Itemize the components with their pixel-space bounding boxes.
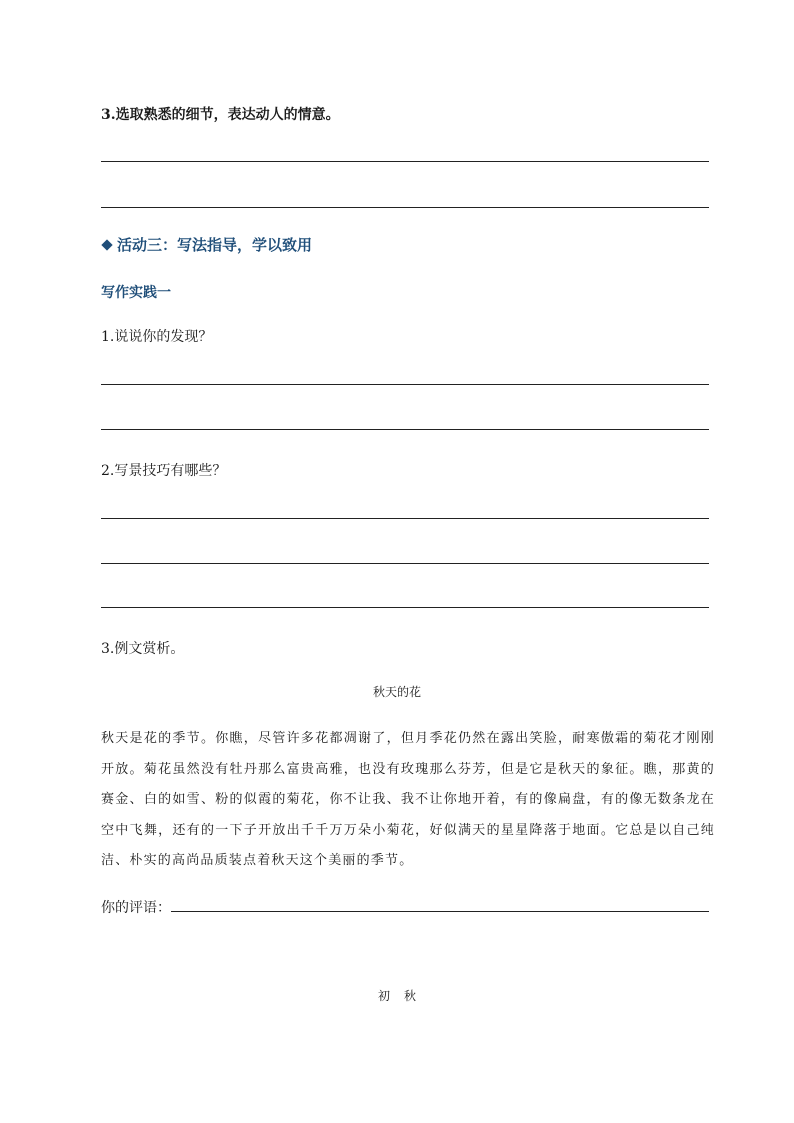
- question-3: 3.例文赏析。: [101, 641, 185, 657]
- comment-row: [101, 897, 709, 917]
- essay-body: 秋天是花的季节。你瞧，尽管许多花都凋谢了，但月季花仍然在露出笑脸，耐寒傲霜的菊花才刚刚开放。菊花虽然没有牡丹那么富贵高雅，也没有玫瑰那么芬芳，但是它是秋天的象征。瞧，那黄的赛金、白的如雪、粉的似霞的菊花，你不让我、我不让你地开着，有的像扁盘，有的像无数条龙在空中飞舞，还有的一下子开放出千千万万朵小菊花，好似满天的星星降落于地面。它总是以自己纯洁、朴实的高尚品质装点着秋天这个美丽的季节。: [101, 731, 715, 868]
- question-1: 1.说说你的发现？: [101, 329, 213, 345]
- comment-answer-line: [171, 911, 709, 912]
- answer-line: [101, 607, 709, 608]
- section-subtitle: 写作实践一: [101, 285, 171, 301]
- answer-line: [101, 384, 709, 385]
- diamond-bullet-icon: [101, 239, 112, 250]
- question-2: 2.写景技巧有哪些？: [101, 463, 227, 479]
- question-3-detail: 3.选取熟悉的细节，表达动人的情意。: [101, 107, 340, 123]
- activity-heading: 活动三：写法指导，学以致用: [103, 234, 312, 255]
- essay-title: 秋天的花: [372, 685, 421, 699]
- answer-line: [101, 207, 709, 208]
- answer-line: [101, 429, 709, 430]
- answer-line: [101, 161, 709, 162]
- next-essay-title: 初秋: [377, 989, 430, 1003]
- answer-line: [101, 518, 709, 519]
- answer-line: [101, 563, 709, 564]
- comment-label: 你的评语：: [101, 900, 171, 916]
